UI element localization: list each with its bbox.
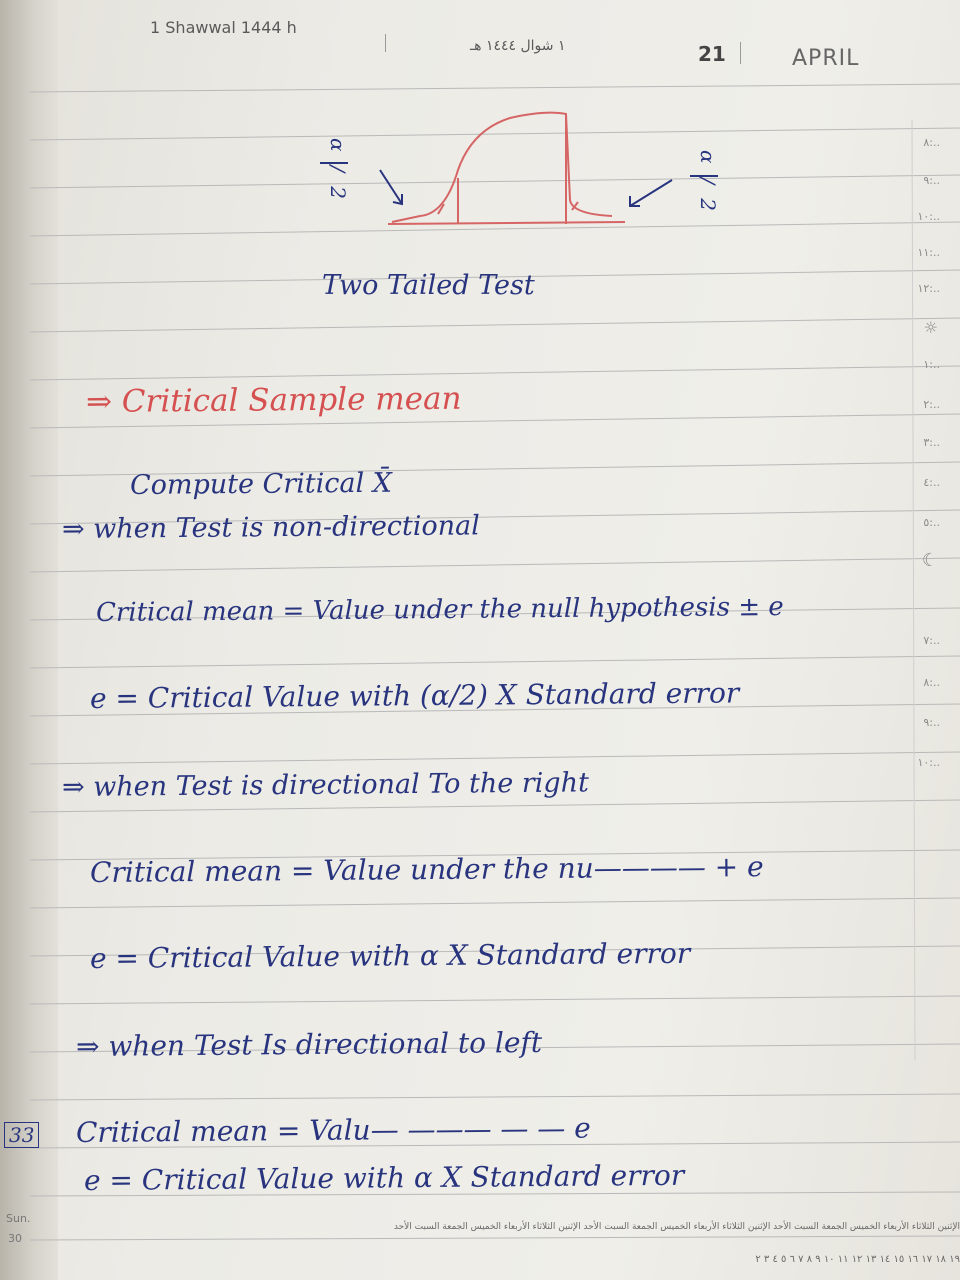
hour-mark: ١٠:.. [917, 210, 940, 223]
left-arrow [380, 170, 402, 204]
hour-mark: ٩:.. [923, 716, 940, 729]
margin-day-number: 30 [8, 1232, 22, 1245]
distribution-curve [388, 113, 625, 224]
case3-heading: ⇒ when Test Is directional to left [75, 1025, 543, 1063]
diagram-caption: Two Tailed Test [322, 270, 535, 301]
day-number: 21 [698, 42, 726, 66]
case1-error: e = Critical Value with (α/2) X Standard error [89, 676, 740, 715]
hour-mark: ٤:.. [923, 476, 940, 489]
case2-heading: ⇒ when Test is directional To the right [61, 767, 590, 803]
compute-line: Compute Critical X̄ [129, 467, 393, 501]
right-arrow [630, 180, 672, 206]
case1-formula: Critical mean = Value under the null hypothesis ± e [95, 591, 784, 628]
hour-mark: ١٠:.. [917, 756, 940, 769]
hour-mark: ١:.. [923, 358, 940, 371]
sun-icon: ☼ [923, 318, 938, 337]
footer-weekdays: الإثنين الثلاثاء الأربعاء الخميس الجمعة السبت الأحد الإثنين الثلاثاء الأربعاء الخميس الجمعة السبت الأحد الإثنين الثلاثاء الأربعاء الخميس الجمعة السبت الأحد [393, 1222, 960, 1232]
left-tail-label: α/2 [326, 138, 350, 213]
case1-heading: ⇒ when Test is non-directional [61, 510, 480, 545]
case3-error: e = Critical Value with α X Standard error [83, 1158, 685, 1197]
hour-mark: ١١:.. [917, 246, 940, 259]
hour-mark: ٧:.. [923, 634, 940, 647]
hour-mark: ٥:.. [923, 516, 940, 529]
section-heading: ⇒ Critical Sample mean [85, 380, 462, 420]
hour-mark: ١٢:.. [917, 282, 940, 295]
hour-mark: ٨:.. [923, 676, 940, 689]
margin-note: 33 [4, 1122, 39, 1148]
margin-day-label: Sun. [6, 1212, 31, 1225]
moon-icon: ☾ [921, 550, 938, 571]
month-name: APRIL [792, 46, 860, 71]
hijri-date-english: 1 Shawwal 1444 h [150, 18, 297, 37]
right-tail-label: α/2 [696, 150, 720, 225]
hour-mark: ٢:.. [923, 398, 940, 411]
tail-arrows [380, 170, 672, 206]
hour-mark: ٩:.. [923, 174, 940, 187]
footer-dates: ١٩ ١٨ ١٧ ١٦ ١٥ ١٤ ١٣ ١٢ ١١ ١٠ ٩ ٨ ٧ ٦ ٥ ٤ ٣ ٢ [755, 1254, 960, 1265]
case3-formula: Critical mean = Valu— ——— — — e [75, 1111, 591, 1149]
case2-formula: Critical mean = Value under the nu———— + e [89, 850, 764, 889]
hijri-date-arabic: ١ شوال ١٤٤٤ هـ [470, 38, 566, 54]
hour-mark: ٣:.. [923, 436, 940, 449]
case2-error: e = Critical Value with α X Standard error [89, 936, 691, 975]
hour-mark: ٨:.. [923, 136, 940, 149]
